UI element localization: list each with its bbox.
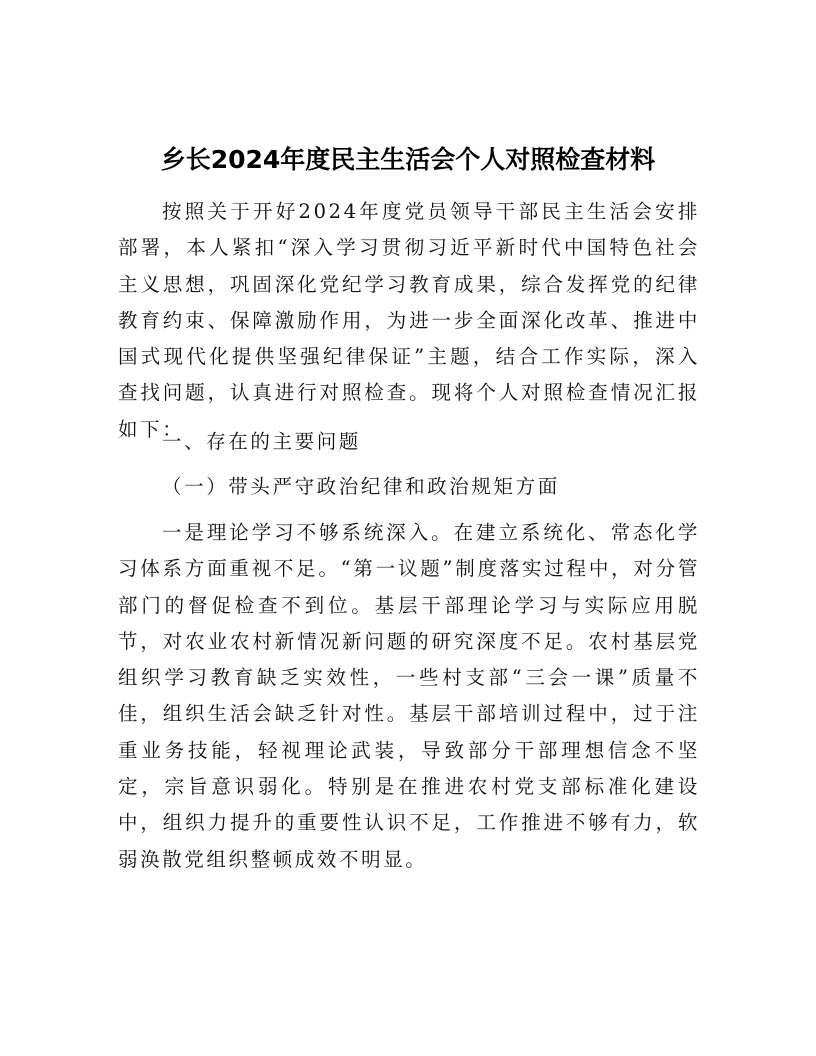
subsection-heading-political-discipline: （一）带头严守政治纪律和政治规矩方面 — [162, 475, 560, 498]
intro-paragraph: 按照关于开好2024年度党员领导干部民主生活会安排部署，本人紧扣“深入学习贯彻习近平新时代中国特色社会主义思想，巩固深化党纪学习教育成果，综合发挥党的纪律教育约束、保障激励作用，为进一步全面深化改革、推进中国式现代化提供坚强纪律保证”主题，结合工作实际，深入查找问题，认真进行对照检查。现将个人对照检查情况汇报如下： — [118, 200, 700, 441]
section-heading-problems: 一、存在的主要问题 — [162, 430, 361, 453]
document-title: 乡长2024年度民主生活会个人对照检查材料 — [160, 145, 656, 174]
issue-paragraph-theory-study: 一是理论学习不够系统深入。在建立系统化、常态化学习体系方面重视不足。“第一议题”制度落实过程中，对分管部门的督促检查不到位。基层干部理论学习与实际应用脱节，对农业农村新情况新问题的研究深度不足。农村基层党组织学习教育缺乏实效性，一些村支部“三会一课”质量不佳，组织生活会缺乏针对性。基层干部培训过程中，过于注重业务技能，轻视理论武装，导致部分干部理想信念不坚定，宗旨意识弱化。特别是在推进农村党支部标准化建设中，组织力提升的重要性认识不足，工作推进不够有力，软弱涣散党组织整顿成效不明显。 — [118, 521, 700, 871]
